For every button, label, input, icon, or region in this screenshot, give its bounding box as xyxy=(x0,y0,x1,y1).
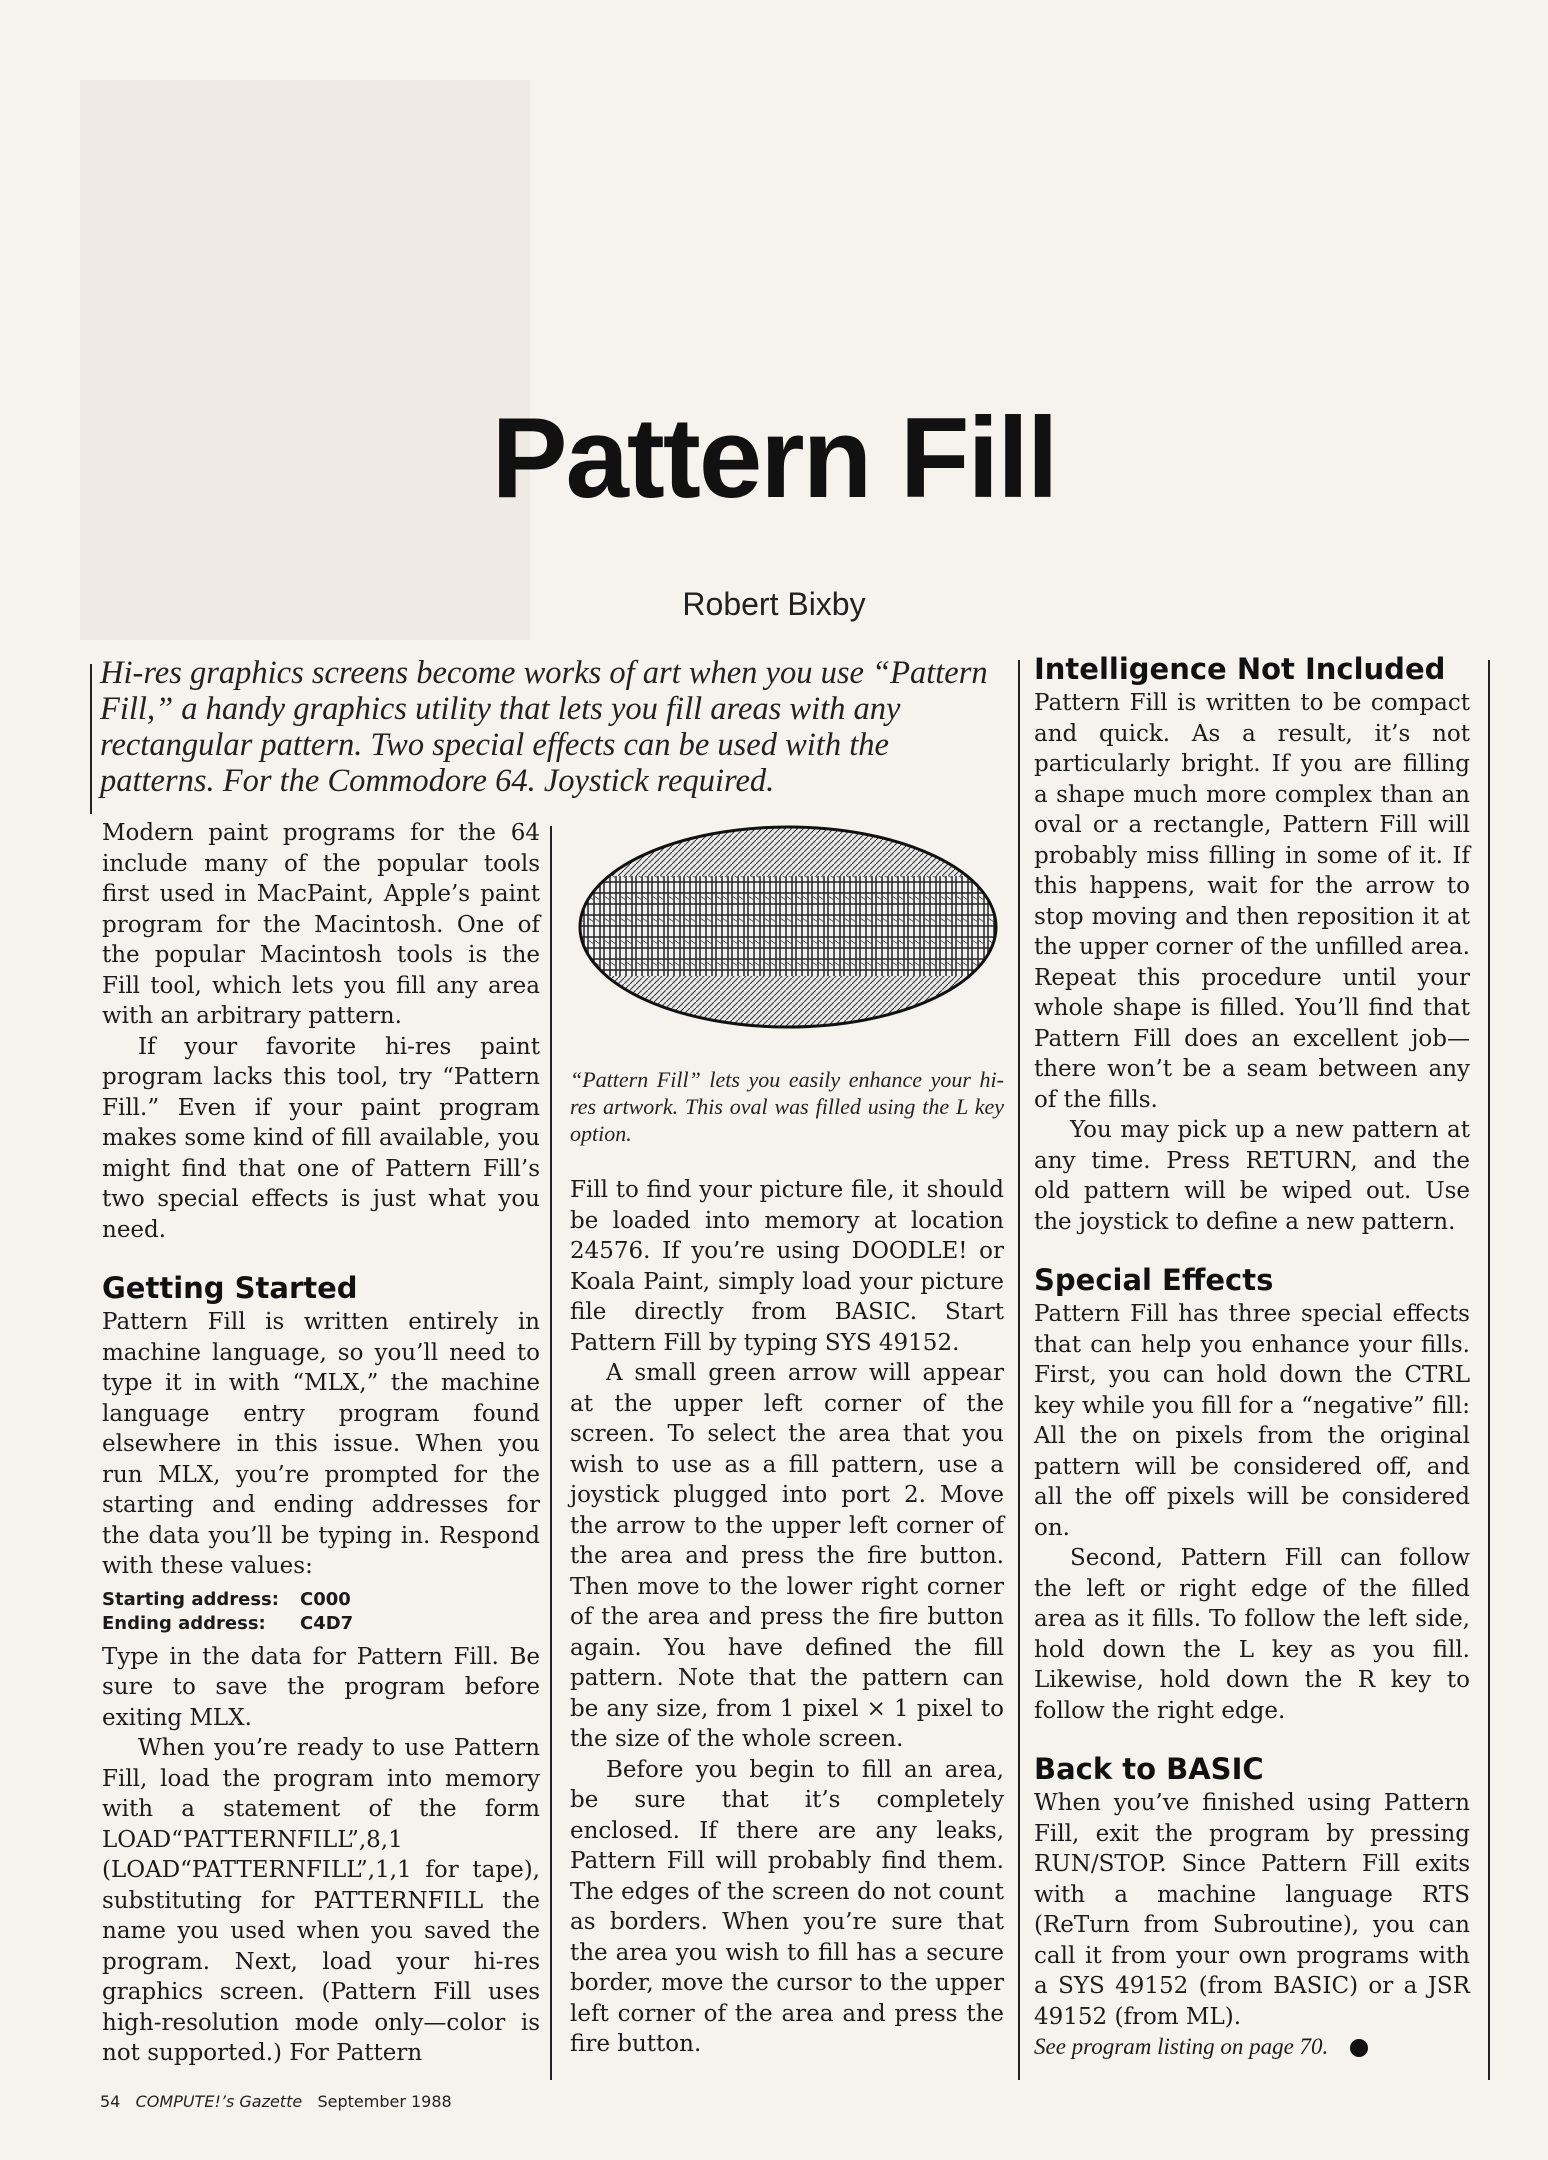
col3-paragraph-5: When you’ve finished using Pattern Fill, exit the program by pressing RUN/STOP. Since Pattern Fill exits with a machine language RTS (ReTurn from Subroutine), you can call it from your own programs with a SYS 49152 (from BASIC) or a JSR 49152 (from ML). xyxy=(1034,1790,1470,2030)
author-byline: Robert Bixby xyxy=(682,586,866,622)
page-number: 54 xyxy=(100,2092,121,2111)
see-listing-text: See program listing on page 70. xyxy=(1034,2034,1329,2059)
col1-paragraph-3: Pattern Fill is written entirely in machine language, so you’ll need to type it in with “MLX,” the machine language entry program found elsewhere in this issue. When you run MLX, you’re prompted for the starting and ending addresses for the data you’ll be typing in. Respond with these values: xyxy=(102,1309,540,1579)
article-title: Pattern Fill xyxy=(491,395,1057,522)
column-rule-2 xyxy=(1018,660,1020,2080)
pattern-filled-oval-illustration xyxy=(570,822,1004,1062)
column-1 xyxy=(102,818,540,2069)
col1-paragraph-2: If your favorite hi-res paint program lacks this tool, try “Pattern Fill.” Even if your paint program makes some kind of fill available, you might find that one of Pattern Fill’s two special effects is just what you need. xyxy=(102,1033,540,1243)
col3-paragraph-2: You may pick up a new pattern at any time. Press RETURN, and the old pattern will be wiped out. Use the joystick to define a new pattern. xyxy=(1034,1117,1470,1235)
column-rule-1 xyxy=(550,826,552,2080)
issue-date: September 1988 xyxy=(317,2092,452,2111)
end-of-article-icon xyxy=(1350,2039,1368,2057)
col2-paragraph-2: A small green arrow will appear at the upper left corner of the screen. To select the area that you wish to use as a fill pattern, use a joystick plugged into port 2. Move the arrow to the upper left corner of the area and press the fire button. Then move to the lower right corner of the area and press the fire button again. You have defined the fill pattern. Note that the pattern can be any size, from 1 pixel × 1 pixel to the size of the whole screen. xyxy=(570,1360,1004,1752)
col2-paragraph-1: Fill to find your picture file, it should be loaded into memory at location 24576. If you’re using DOODLE! or Koala Paint, simply load your picture file directly from BASIC. Start Pattern Fill by typing SYS 49152. xyxy=(570,1177,1004,1356)
magazine-name: COMPUTE!’s Gazette xyxy=(135,2092,303,2111)
starting-address-value: C000 xyxy=(300,1588,351,1610)
col3-paragraph-4: Second, Pattern Fill can follow the left or right edge of the filled area as it fills. To follow the left side, hold down the L key as you fill. Likewise, hold down the R key to follow the right edge. xyxy=(1034,1545,1470,1724)
column-2 xyxy=(570,822,1004,2060)
col2-paragraph-3: Before you begin to fill an area, be sure that it’s completely enclosed. If there are any leaks, Pattern Fill will probably find them. The edges of the screen do not count as borders. When you’re sure that the area you wish to fill has a secure border, move the cursor to the upper left corner of the area and press the fire button. xyxy=(570,1756,1004,2057)
bleed-through-mark xyxy=(700,270,736,400)
col1-paragraph-1: Modern paint programs for the 64 include many of the popular tools first used in MacPaint, Apple’s paint program for the Macintosh. One of the popular Macintosh tools is the Fill tool, which lets you fill any area with an arbitrary pattern. xyxy=(102,820,540,1029)
starting-address-label: Starting address: xyxy=(102,1588,279,1610)
ending-address-label: Ending address: xyxy=(102,1612,266,1634)
heading-special-effects: Special Effects xyxy=(1034,1263,1274,1297)
column-3 xyxy=(1034,652,1470,2063)
starting-address-row xyxy=(102,1588,540,1612)
figure-caption: “Pattern Fill” lets you easily enhance your hi-res artwork. This oval was filled using the L key option. xyxy=(570,1067,1004,1146)
col3-paragraph-1: Pattern Fill is written to be compact and quick. As a result, it’s not particularly bright. If you are filling a shape much more complex than an oval or a rectangle, Pattern Fill will probably miss filling in some of it. If this happens, wait for the arrow to stop moving and then reposition it at the upper corner of the unfilled area. Repeat this procedure until your whole shape is filled. You’ll find that Pattern Fill does an excellent job—there won’t be a seam between any of the fills. xyxy=(1034,690,1470,1113)
col3-paragraph-3: Pattern Fill has three special effects that can help you enhance your fills. First, you can hold down the CTRL key while you fill for a “negative” fill: All the on pixels from the original pattern will be considered off, and all the off pixels will be considered on. xyxy=(1034,1301,1470,1541)
col1-paragraph-5: When you’re ready to use Pattern Fill, load the program into memory with a statement of the form LOAD“PATTERNFILL”,8,1 (LOAD“PATTERNFILL”,1,1 for tape), substituting for PATTERNFILL the name you used when you saved the program. Next, load your hi-res graphics screen. (Pattern Fill uses high-resolution mode only—color is not supported.) For Pattern xyxy=(102,1735,540,2066)
heading-getting-started: Getting Started xyxy=(102,1271,358,1305)
deck-left-rule xyxy=(90,664,92,814)
ending-address-value: C4D7 xyxy=(300,1612,354,1634)
article-deck: Hi-res graphics screens become works of art when you use “Pattern Fill,” a handy graphics utility that lets you fill areas with any rectangular pattern. Two special effects can be used with the patterns. For the Commodore 64. Joystick required. xyxy=(100,655,988,799)
heading-back-to-basic: Back to BASIC xyxy=(1034,1752,1264,1786)
ending-address-row xyxy=(102,1612,540,1636)
column-rule-3 xyxy=(1488,660,1490,2080)
bleed-through-panel xyxy=(80,80,530,640)
col1-paragraph-4: Type in the data for Pattern Fill. Be sure to save the program before exiting MLX. xyxy=(102,1643,540,1731)
program-listing-reference xyxy=(1034,2032,1470,2063)
heading-intelligence-not-included: Intelligence Not Included xyxy=(1034,652,1446,686)
page-footer xyxy=(100,2092,452,2111)
address-table xyxy=(102,1588,540,1636)
